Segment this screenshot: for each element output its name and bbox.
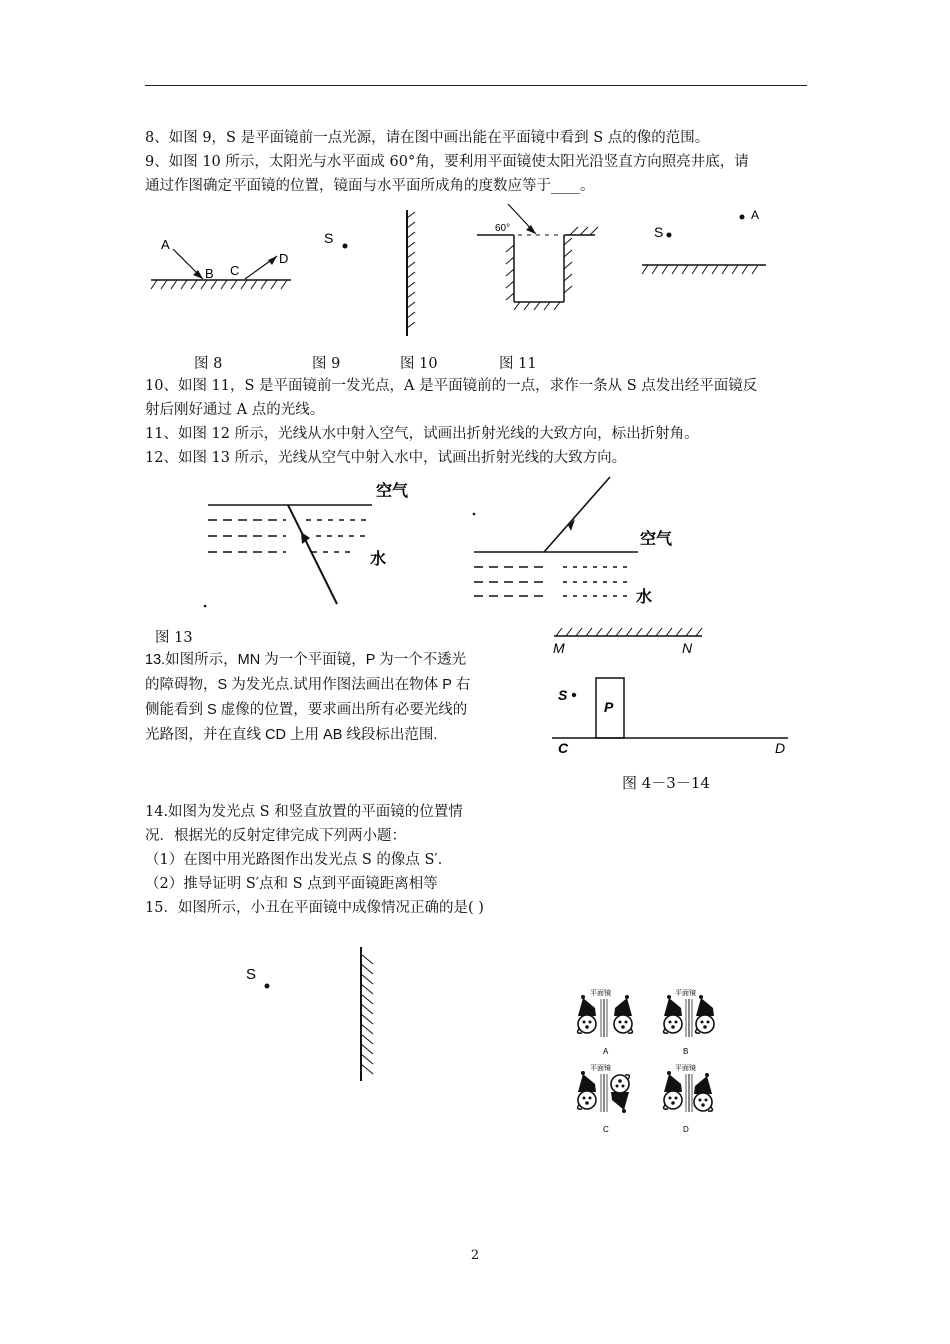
caption-fig8: 图 8	[194, 356, 223, 372]
figure-10	[470, 200, 600, 325]
fig15-clown-c-right	[611, 1075, 629, 1113]
fig8-label-c: C	[230, 263, 240, 278]
caption-fig4314: 图 4－3－14	[622, 774, 710, 792]
fig15-clown-d-left	[664, 1071, 682, 1109]
question-14-line-2: 况．根据光的反射定律完成下列两小题：	[145, 828, 406, 844]
question-12: 12、如图 13 所示，光线从空气中射入水中，试画出折射光线的大致方向。	[145, 450, 627, 466]
question-13-line-3: 侧能看到 S 虚像的位置，要求画出所有必要光线的	[145, 702, 468, 718]
fig4314-label-c: C	[558, 740, 569, 756]
question-10-line-2: 射后刚好通过 A 点的光线。	[145, 402, 325, 418]
fig10-angle-label: 60°	[495, 223, 511, 234]
question-13-line-2: 的障碍物，S 为发光点.试用作图法画出在物体 P 右	[145, 677, 471, 693]
fig15-clown-a-left	[578, 995, 596, 1033]
fig11-point-a	[740, 215, 745, 220]
figure-13	[468, 474, 698, 609]
fig15-option-b: B	[683, 1047, 689, 1056]
fig12-label-water: 水	[370, 551, 387, 568]
figure-4-3-14	[550, 622, 810, 757]
fig15-option-c: C	[603, 1125, 609, 1134]
fig8-label-a: A	[161, 237, 170, 252]
caption-fig13: 图 13	[155, 630, 193, 646]
figure-12	[200, 476, 430, 616]
fig15-clown-b-left	[664, 995, 682, 1033]
fig11-point-s	[667, 233, 672, 238]
question-13-line-1: 13.如图所示，MN 为一个平面镜，P 为一个不透光	[145, 652, 467, 668]
fig15-clown-c-left	[578, 1071, 596, 1109]
fig15-mirror-label-b: 平面镜	[675, 990, 696, 997]
fig8-label-d: D	[279, 251, 289, 266]
fig15-option-d: D	[683, 1125, 689, 1134]
fig4314-label-n: N	[682, 640, 693, 656]
question-13-line-4: 光路图，并在直线 CD 上用 AB 线段标出范围.	[145, 727, 438, 743]
question-9-line-2: 通过作图确定平面镜的位置，镜面与水平面所成角的度数应等于____。	[145, 178, 595, 194]
fig4314-label-s: S	[558, 687, 568, 703]
fig8-label-b: B	[205, 266, 214, 281]
fig15-mirror-label-d: 平面镜	[675, 1065, 696, 1072]
fig15-clown-a-right	[614, 995, 632, 1033]
fig4314-label-p: P	[604, 699, 614, 715]
figure-9	[320, 208, 430, 338]
fig15-clown-d-right	[694, 1073, 712, 1111]
question-15: 15．如图所示，小丑在平面镜中成像情况正确的是( )	[145, 900, 484, 916]
fig4314-label-d: D	[775, 740, 786, 756]
figure-14	[240, 942, 390, 1087]
fig14-label-s: S	[246, 966, 257, 983]
fig14-point-s	[265, 984, 270, 989]
fig9-point-s	[343, 244, 348, 249]
fig9-label-s: S	[324, 230, 334, 246]
fig13-label-air: 空气	[640, 531, 673, 548]
caption-fig9: 图 9	[312, 356, 341, 372]
question-10-line-1: 10、如图 11，S 是平面镜前一发光点，A 是平面镜前的一点，求作一条从 S 点发出经平面镜反	[145, 378, 758, 394]
figure-8	[145, 225, 305, 305]
fig13-label-water: 水	[636, 589, 653, 606]
page-number: 2	[470, 1248, 480, 1263]
fig11-label-s: S	[654, 224, 664, 240]
caption-fig10: 图 10	[400, 356, 438, 372]
caption-fig11: 图 11	[499, 356, 537, 372]
question-9-line-1: 9、如图 10 所示，太阳光与水平面成 60°角，要利用平面镜使太阳光沿竖直方向照亮井底，请	[145, 154, 749, 170]
fig15-mirror-label-a: 平面镜	[590, 990, 611, 997]
header-rule	[145, 85, 807, 86]
figure-15	[565, 982, 745, 1142]
question-8: 8、如图 9，S 是平面镜前一点光源，请在图中画出能在平面镜中看到 S 点的像的范围。	[145, 130, 710, 146]
fig12-label-air: 空气	[376, 483, 409, 500]
fig15-clown-b-right	[696, 995, 714, 1033]
question-14-line-3: （1）在图中用光路图作出发光点 S 的像点 S′．	[145, 852, 453, 868]
fig15-mirror-label-c: 平面镜	[590, 1065, 611, 1072]
question-14-line-4: （2）推导证明 S′点和 S 点到平面镜距离相等	[145, 876, 438, 892]
fig4314-label-m: M	[553, 640, 565, 656]
question-11: 11、如图 12 所示，光线从水中射入空气，试画出折射光线的大致方向，标出折射角。	[145, 426, 699, 442]
fig15-option-a: A	[603, 1047, 609, 1056]
fig11-label-a: A	[751, 208, 760, 222]
figure-11	[640, 202, 780, 287]
question-14-line-1: 14.如图为发光点 S 和竖直放置的平面镜的位置情	[145, 804, 463, 820]
